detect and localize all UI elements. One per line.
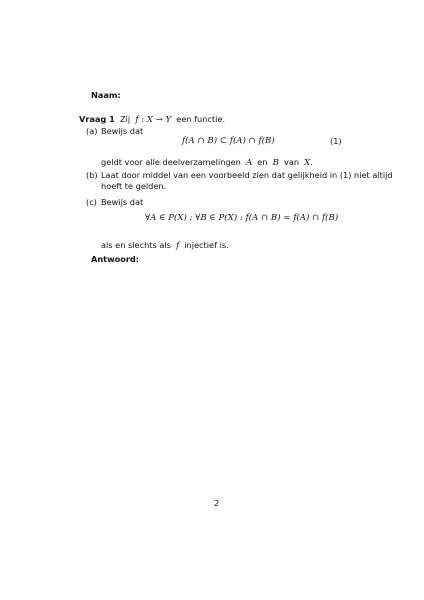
question-intro — [79, 109, 225, 125]
part-a-set-X: X. — [304, 158, 314, 168]
question-function-math: f : X → Y — [135, 115, 172, 125]
part-b-line1: Laat door middel van een voorbeeld zien dat gelijkheid in (1) niet altijd — [101, 170, 393, 180]
part-b-line2: hoeft te gelden. — [101, 181, 167, 191]
part-a-marker: (a) — [86, 126, 98, 136]
part-c-follow-pre: als en slechts als — [101, 240, 171, 250]
part-a-follow-text: geldt voor alle deelverzamelingen — [101, 157, 241, 167]
equation-number-1: (1) — [330, 136, 342, 146]
part-a-follow — [101, 152, 313, 168]
question-intro-word: Zij — [119, 114, 131, 124]
part-a-en: en — [257, 157, 268, 167]
question-intro-tail: een functie. — [176, 114, 226, 124]
part-c-text: Bewijs dat — [101, 197, 144, 207]
part-b-marker: (b) — [86, 170, 98, 180]
part-a-set-B: B — [272, 158, 279, 168]
answer-label: Antwoord: — [91, 254, 140, 264]
part-c-follow-post: injectief is. — [184, 240, 229, 250]
part-c-follow — [101, 235, 229, 251]
part-a-equation: f(A ∩ B) ⊂ f(A) ∩ f(B) — [182, 136, 275, 146]
question-title: Vraag 1 — [79, 114, 115, 124]
part-c-marker: (c) — [86, 197, 97, 207]
part-a-set-A: A — [245, 158, 253, 168]
name-label: Naam: — [91, 90, 121, 100]
part-a-text: Bewijs dat — [101, 126, 144, 136]
part-c-equation: ∀A ∈ P(X) : ∀B ∈ P(X) : f(A ∩ B) = f(A) ∩ f(B) — [145, 213, 339, 223]
page-number: 2 — [214, 498, 220, 508]
part-c-f: f — [176, 241, 180, 251]
part-a-van: van — [284, 157, 300, 167]
